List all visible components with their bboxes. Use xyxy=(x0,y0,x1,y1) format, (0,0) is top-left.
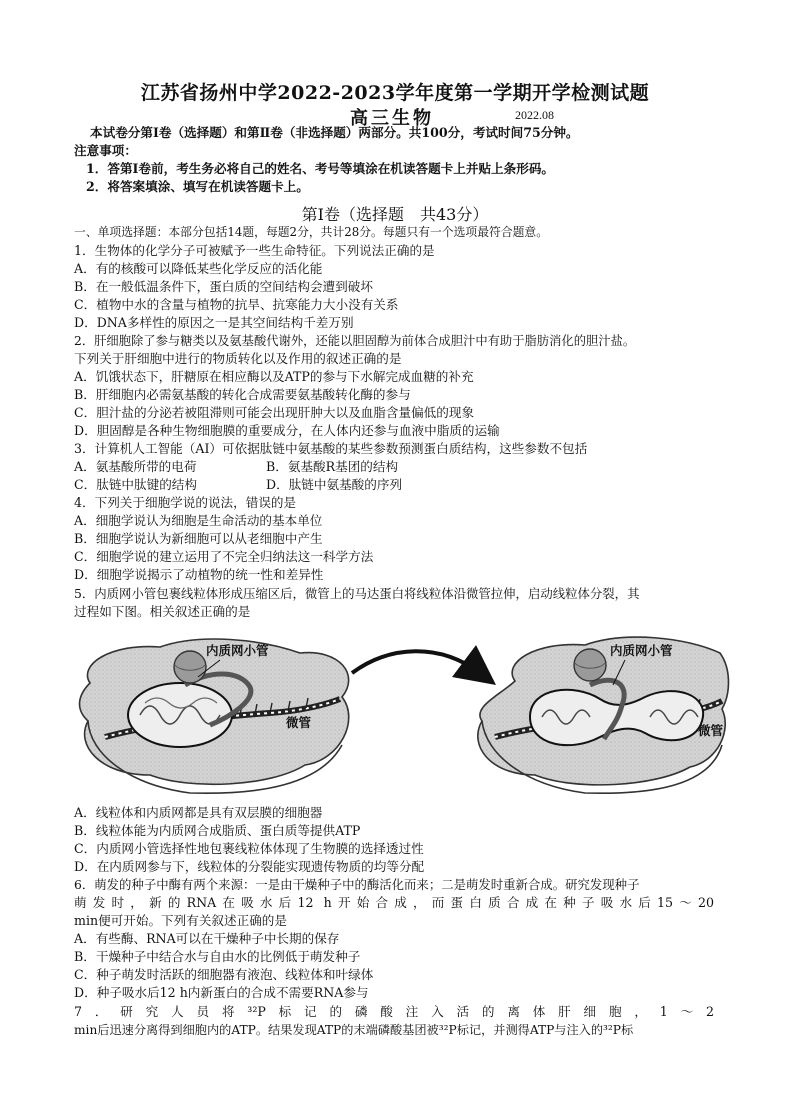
q5-stem-1: 5．内质网小管包裹线粒体形成压缩区后，微管上的马达蛋白将线粒体沿微管拉伸，启动线粒体分裂，其 xyxy=(74,586,640,601)
process-arrow xyxy=(352,651,480,673)
q1-option-a: A．有的核酸可以降低某些化学反应的活化能 xyxy=(74,261,323,276)
q4-option-d: D．细胞学说揭示了动植物的统一性和差异性 xyxy=(74,567,324,582)
q2-stem-2: 下列关于肝细胞中进行的物质转化以及作用的叙述正确的是 xyxy=(74,351,402,366)
notice-title: 注意事项： xyxy=(74,143,137,158)
q3-option-a: A．氨基酸所带的电荷 xyxy=(74,459,197,474)
q1-option-c: C．植物中水的含量与植物的抗旱、抗寒能力大小没有关系 xyxy=(74,297,399,312)
q6-option-c: C．种子萌发时活跃的细胞器有液泡、线粒体和叶绿体 xyxy=(74,967,374,982)
q5-option-d: D．在内质网参与下，线粒体的分裂能实现遗传物质的均等分配 xyxy=(74,859,425,874)
q3-option-c: C．肽链中肽键的结构 xyxy=(74,477,197,492)
q2-option-a: A．饥饿状态下，肝糖原在相应酶以及ATP的参与下水解完成血糖的补充 xyxy=(74,369,474,384)
cell-after-division xyxy=(478,637,729,793)
section-instruction: 一、单项选择题：本部分包括14题，每题2分，共计28分。每题只有一个选项最符合题意。 xyxy=(74,225,549,239)
q5-option-c: C．内质网小管选择性地包裹线粒体体现了生物膜的选择透过性 xyxy=(74,841,424,856)
section-title: 第Ⅰ卷（选择题 共43分） xyxy=(301,205,489,224)
q4-option-b: B．细胞学说认为新细胞可以从老细胞中产生 xyxy=(74,531,323,546)
q7-stem-2: min后迅速分离得到细胞内的ATP。结果发现ATP的末端磷酸基团被³²P标记，并测得ATP与注入的³²P标 xyxy=(74,1023,634,1037)
exam-date: 2022.08 xyxy=(515,108,554,122)
q1-option-b: B．在一般低温条件下，蛋白质的空间结构会遭到破坏 xyxy=(74,279,373,294)
q6-option-a: A．有些酶、RNA可以在干燥种子中长期的保存 xyxy=(74,931,340,946)
q5-option-b: B．线粒体能为内质网合成脂质、蛋白质等提供ATP xyxy=(74,823,361,838)
q6-option-d: D．种子吸水后12 h内新蛋白的合成不需要RNA参与 xyxy=(74,985,369,1000)
q2-stem-1: 2．肝细胞除了参与糖类以及氨基酸代谢外，还能以胆固醇为前体合成胆汁中有助于脂肪消化的胆汁盐。 xyxy=(74,334,636,348)
exam-subject: 高三生物 xyxy=(350,108,434,129)
label-er-tubule-right: 内质网小管 xyxy=(610,643,673,658)
notice-item-2: 2．将答案填涂、填写在机读答题卡上。 xyxy=(86,179,309,194)
q2-option-c: C．胆汁盐的分泌若被阻滞则可能会出现肝肿大以及血脂含量偏低的现象 xyxy=(74,405,475,420)
q5-stem-2: 过程如下图。相关叙述正确的是 xyxy=(74,604,251,619)
q1-option-d: D．DNA多样性的原因之一是其空间结构千差万别 xyxy=(74,315,354,330)
q2-option-b: B．肝细胞内必需氨基酸的转化合成需要氨基酸转化酶的参与 xyxy=(74,387,411,402)
q5-option-a: A．线粒体和内质网都是具有双层膜的细胞器 xyxy=(74,805,323,820)
label-er-tubule-left: 内质网小管 xyxy=(206,643,269,658)
q3-option-d: D．肽链中氨基酸的序列 xyxy=(266,477,403,492)
q4-stem: 4．下列关于细胞学说的说法，错误的是 xyxy=(74,495,297,510)
q4-option-c: C．细胞学说的建立运用了不完全归纳法这一科学方法 xyxy=(74,549,374,564)
q4-option-a: A．细胞学说认为细胞是生命活动的基本单位 xyxy=(74,513,323,528)
q6-stem-3: min便可开始。下列有关叙述正确的是 xyxy=(74,913,287,928)
q6-stem-1: 6．萌发的种子中酶有两个来源：一是由干燥种子中的酶活化而来；二是萌发时重新合成。研究发现种子 xyxy=(74,877,640,892)
label-microtubule-right: 微管 xyxy=(698,723,724,738)
notice-item-1: 1．答第Ⅰ卷前，考生务必将自己的姓名、考号等填涂在机读答题卡上并贴上条形码。 xyxy=(86,161,555,176)
q2-option-d: D．胆固醇是各种生物细胞膜的重要成分，在人体内还参与血液中脂质的运输 xyxy=(74,423,500,438)
cell-before-division xyxy=(80,639,349,793)
q3-option-b: B．氨基酸R基团的结构 xyxy=(266,459,399,474)
mitochondria-division-figure xyxy=(70,625,730,795)
intro-line: 本试卷分第Ⅰ卷（选择题）和第Ⅱ卷（非选择题）两部分。共100分，考试时间75分钟。 xyxy=(90,125,579,140)
q6-stem-2: 萌发时，新的RNA在吸水后12 h开始合成，而蛋白质合成在种子吸水后15～20 xyxy=(74,895,714,910)
exam-title: 江苏省扬州中学2022-2023学年度第一学期开学检测试题 xyxy=(140,82,650,104)
q6-option-b: B．干燥种子中结合水与自由水的比例低于萌发种子 xyxy=(74,949,361,964)
q3-stem: 3．计算机人工智能（AI）可依据肽链中氨基酸的某些参数预测蛋白质结构，这些参数不包括 xyxy=(74,441,588,456)
label-microtubule-left: 微管 xyxy=(286,715,312,730)
q1-stem: 1．生物体的化学分子可被赋予一些生命特征。下列说法正确的是 xyxy=(74,243,435,258)
q7-stem-1: 7．研究人员将³²P标记的磷酸注入活的离体肝细胞，1～2 xyxy=(74,1004,714,1019)
